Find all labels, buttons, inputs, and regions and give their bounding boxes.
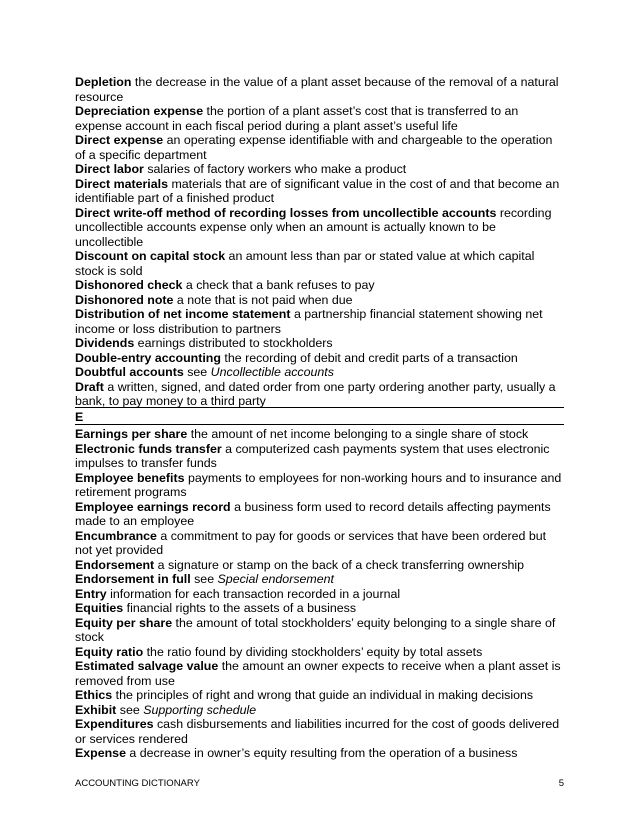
- glossary-entry: [75, 104, 562, 133]
- entry-term: Employee earnings record: [75, 499, 231, 514]
- entry-definition: a check that a bank refuses to pay: [185, 278, 375, 292]
- entry-definition: a computerized cash payments system that uses electronic impulses to transfer funds: [75, 441, 550, 470]
- glossary-entry: [75, 133, 562, 162]
- glossary-entry: [75, 380, 562, 409]
- glossary-entry: [75, 351, 562, 366]
- entry-definition: the decrease in the value of a plant asset because of the removal of a natural resource: [75, 75, 559, 104]
- entry-term: Dividends: [75, 336, 135, 350]
- entry-term: Equity ratio: [75, 644, 144, 659]
- glossary-entry: [75, 442, 562, 471]
- glossary-entry: [75, 307, 562, 336]
- glossary-entry: [75, 601, 562, 616]
- glossary-entry: [75, 365, 562, 380]
- entry-term: Dishonored note: [75, 292, 174, 307]
- glossary-entry: [75, 746, 562, 761]
- glossary-entry: [75, 587, 562, 602]
- entry-term: Expense: [75, 746, 126, 760]
- entry-term: Estimated salvage value: [75, 659, 219, 673]
- entry-cross-reference: Special endorsement: [217, 572, 334, 586]
- entry-cross-reference: Uncollectible accounts: [210, 365, 334, 379]
- entry-term: Dishonored check: [75, 278, 183, 292]
- entry-definition: recording uncollectible accounts expense only when an amount is actually known to be uncollectible: [75, 205, 552, 249]
- entry-definition: a note that is not paid when due: [176, 292, 353, 307]
- entry-term: Doubtful accounts: [75, 365, 184, 379]
- section-letter: E: [75, 410, 84, 424]
- entry-definition: the ratio found by dividing stockholders’ equity by total assets: [146, 644, 483, 659]
- footer-title: ACCOUNTING DICTIONARY: [75, 778, 200, 789]
- entry-term: Depletion: [75, 75, 132, 89]
- entry-definition: the amount an owner expects to receive when a plant asset is removed from use: [75, 659, 561, 688]
- entry-definition: earnings distributed to stockholders: [137, 336, 333, 350]
- entry-term: Distribution of net income statement: [75, 307, 291, 321]
- entry-term: Endorsement in full: [75, 572, 191, 586]
- entry-definition: information for each transaction recorded in a journal: [110, 586, 401, 601]
- entry-term: Direct materials: [75, 176, 168, 191]
- entry-term: Equity per share: [75, 615, 173, 630]
- entry-definition: a partnership financial statement showing net income or loss distribution to partners: [75, 307, 543, 336]
- glossary-entry: [75, 249, 562, 278]
- entry-term: Direct expense: [75, 133, 164, 147]
- entry-term: Draft: [75, 379, 104, 394]
- glossary-entry: [75, 206, 562, 250]
- glossary-entry: [75, 75, 562, 104]
- glossary-entry: [75, 717, 562, 746]
- entry-term: Exhibit: [75, 702, 117, 717]
- glossary-entry: [75, 293, 562, 308]
- entry-definition: a decrease in owner’s equity resulting from the operation of a business: [129, 746, 518, 760]
- glossary-entry: [75, 616, 562, 645]
- entry-definition: see: [119, 702, 140, 717]
- entry-term: Ethics: [75, 688, 113, 702]
- glossary-entry: [75, 572, 562, 587]
- glossary-entry: [75, 688, 562, 703]
- glossary-entry: [75, 659, 562, 688]
- entry-term: Depreciation expense: [75, 104, 204, 118]
- entry-definition: the principles of right and wrong that guide an individual in making decisions: [115, 688, 534, 702]
- entry-definition: the amount of net income belonging to a single share of stock: [190, 427, 529, 441]
- entry-definition: salaries of factory workers who make a product: [147, 162, 407, 176]
- entry-term: Electronic funds transfer: [75, 441, 222, 456]
- glossary-section-e: [75, 427, 562, 761]
- glossary-entry: [75, 177, 562, 206]
- glossary-entry: [75, 427, 562, 442]
- entry-definition: payments to employees for non-working hours and to insurance and retirement programs: [75, 470, 562, 499]
- page-number: 5: [558, 778, 564, 789]
- entry-definition: the amount of total stockholders’ equity belonging to a single share of stock: [75, 615, 556, 644]
- entry-definition: an operating expense identifiable with and chargeable to the operation of a specific department: [75, 133, 553, 162]
- entry-term: Double-entry accounting: [75, 350, 221, 365]
- entry-term: Expenditures: [75, 717, 154, 731]
- entry-definition: an amount less than par or stated value at which capital stock is sold: [75, 249, 535, 278]
- glossary-entry: [75, 558, 562, 573]
- entry-definition: a business form used to record details affecting payments made to an employee: [75, 499, 551, 528]
- entry-term: Discount on capital stock: [75, 249, 226, 263]
- entry-term: Endorsement: [75, 557, 155, 572]
- glossary-entry: [75, 162, 562, 177]
- entry-definition: a signature or stamp on the back of a check transferring ownership: [157, 557, 525, 572]
- glossary-entry: [75, 645, 562, 660]
- entry-term: Entry: [75, 586, 107, 601]
- entry-definition: see: [187, 365, 208, 379]
- entry-term: Earnings per share: [75, 427, 188, 441]
- glossary-entry: [75, 471, 562, 500]
- entry-definition: cash disbursements and liabilities incurred for the cost of goods delivered or services rendered: [75, 717, 560, 746]
- entry-cross-reference: Supporting schedule: [143, 702, 257, 717]
- entry-definition: a written, signed, and dated order from one party ordering another party, usually a bank, to pay money to a third party: [75, 379, 556, 408]
- entry-definition: the portion of a plant asset’s cost that is transferred to an expense account in each fiscal period during a plant asset’s useful life: [75, 104, 519, 133]
- glossary-section-d: [75, 75, 562, 409]
- entry-term: Equities: [75, 601, 124, 615]
- entry-definition: financial rights to the assets of a business: [126, 601, 357, 615]
- entry-term: Direct write-off method of recording losses from uncollectible accounts: [75, 205, 497, 220]
- glossary-entry: [75, 278, 562, 293]
- entry-definition: a commitment to pay for goods or services that have been ordered but not yet provided: [75, 528, 547, 557]
- entry-definition: the recording of debit and credit parts of a transaction: [224, 350, 518, 365]
- entry-term: Encumbrance: [75, 528, 157, 543]
- entry-definition: materials that are of significant value in the cost of and that become an identifiable part of a finished product: [75, 176, 560, 205]
- entry-term: Employee benefits: [75, 470, 185, 485]
- glossary-entry: [75, 336, 562, 351]
- section-header-e: [75, 407, 564, 425]
- glossary-entry: [75, 529, 562, 558]
- entry-term: Direct labor: [75, 162, 144, 176]
- glossary-entry: [75, 703, 562, 718]
- glossary-entry: [75, 500, 562, 529]
- entry-definition: see: [194, 572, 215, 586]
